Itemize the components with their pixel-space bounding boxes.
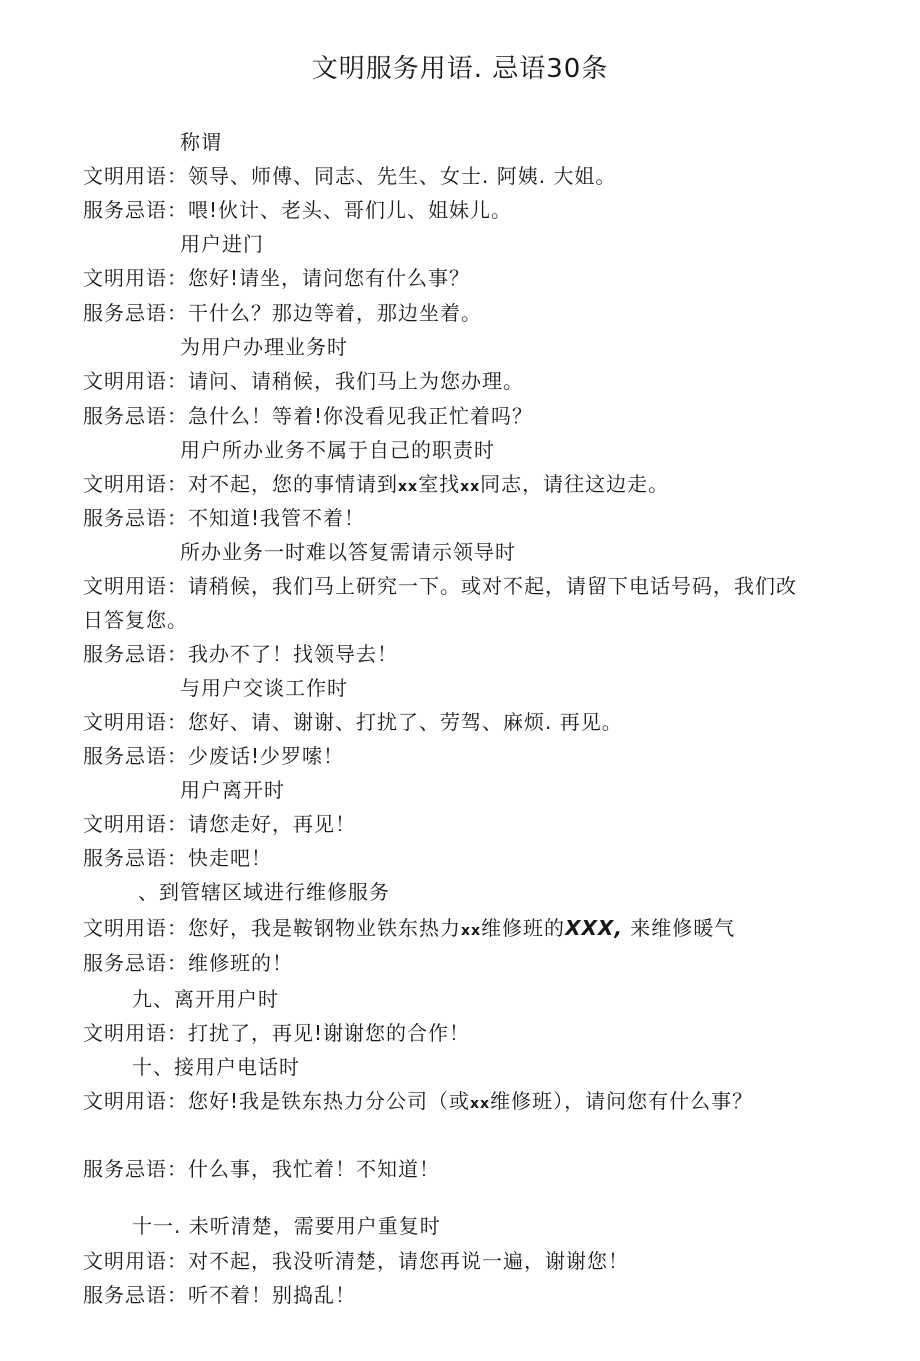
polite-phrase: 文明用语：您好!请坐，请问您有什么事？ bbox=[83, 266, 471, 290]
polite-text: 文明用语：您好!我是铁东热力分公司（或 bbox=[83, 1089, 471, 1113]
taboo-phrase: 服务忌语：干什么？那边等着，那边坐着。 bbox=[83, 301, 482, 325]
polite-text: 同志，请往这边走。 bbox=[480, 472, 670, 496]
polite-phrase: 文明用语：对不起，我没听清楚，请您再说一遍，谢谢您！ bbox=[83, 1249, 629, 1273]
placeholder-xx: xx bbox=[470, 1096, 491, 1112]
polite-phrase bbox=[83, 911, 823, 948]
taboo-phrase: 服务忌语：喂!伙计、老头、哥们儿、姐妹儿。 bbox=[83, 198, 513, 222]
section-heading: 所办业务一时难以答复需请示领导时 bbox=[180, 540, 516, 564]
taboo-phrase: 服务忌语：少废话!少罗嗦！ bbox=[83, 744, 345, 768]
section-heading: 九、离开用户时 bbox=[132, 987, 279, 1011]
section-heading: 用户进门 bbox=[180, 232, 264, 256]
polite-phrase: 文明用语：您好、请、谢谢、打扰了、劳驾、麻烦. 再见。 bbox=[83, 710, 623, 734]
taboo-phrase: 服务忌语：不知道!我管不着！ bbox=[83, 506, 366, 530]
section-heading: 、到管辖区域进行维修服务 bbox=[138, 880, 390, 904]
section-heading: 十、接用户电话时 bbox=[132, 1055, 300, 1079]
placeholder-xx: xx bbox=[398, 479, 419, 495]
polite-phrase: 文明用语：请您走好，再见！ bbox=[83, 812, 356, 836]
polite-text: 文明用语：对不起，您的事情请到 bbox=[83, 472, 398, 496]
section-heading: 用户所办业务不属于自己的职责时 bbox=[180, 438, 495, 462]
polite-text: 文明用语：您好，我是鞍钢物业铁东热力 bbox=[83, 916, 461, 940]
polite-text: 维修班），请问您有什么事？ bbox=[490, 1089, 754, 1113]
document-title: 文明服务用语. 忌语30条 bbox=[311, 54, 609, 84]
placeholder-xx: xx bbox=[461, 923, 482, 939]
taboo-phrase: 服务忌语：什么事，我忙着！不知道！ bbox=[83, 1157, 440, 1181]
section-heading: 十一. 未听清楚，需要用户重复时 bbox=[132, 1214, 441, 1238]
taboo-phrase: 服务忌语：我办不了！找领导去！ bbox=[83, 642, 398, 666]
taboo-phrase: 服务忌语：急什么！等着!你没看见我正忙着吗？ bbox=[83, 404, 534, 428]
section-heading: 称谓 bbox=[180, 130, 222, 154]
polite-phrase: 文明用语：请问、请稍候，我们马上为您办理。 bbox=[83, 369, 524, 393]
polite-phrase: 文明用语：请稍候，我们马上研究一下。或对不起，请留下电话号码，我们改日答复您。 bbox=[83, 574, 797, 632]
polite-phrase bbox=[83, 467, 823, 504]
placeholder-xxx: XXX, bbox=[565, 916, 623, 940]
taboo-phrase: 服务忌语：维修班的！ bbox=[83, 951, 293, 975]
polite-text: 来维修暖气 bbox=[622, 916, 736, 940]
section-heading: 用户离开时 bbox=[180, 778, 285, 802]
placeholder-xx: xx bbox=[460, 479, 481, 495]
polite-text: 室找 bbox=[418, 472, 461, 496]
section-heading: 为用户办理业务时 bbox=[180, 335, 348, 359]
polite-phrase: 文明用语：领导、师傅、同志、先生、女士. 阿姨. 大姐。 bbox=[83, 164, 617, 188]
polite-phrase: 文明用语：打扰了，再见!谢谢您的合作！ bbox=[83, 1021, 471, 1045]
polite-text: 维修班的 bbox=[481, 916, 566, 940]
taboo-phrase: 服务忌语：听不着！别捣乱！ bbox=[83, 1283, 356, 1307]
polite-phrase bbox=[83, 1084, 798, 1121]
taboo-phrase: 服务忌语：快走吧！ bbox=[83, 846, 272, 870]
section-heading: 与用户交谈工作时 bbox=[180, 676, 348, 700]
